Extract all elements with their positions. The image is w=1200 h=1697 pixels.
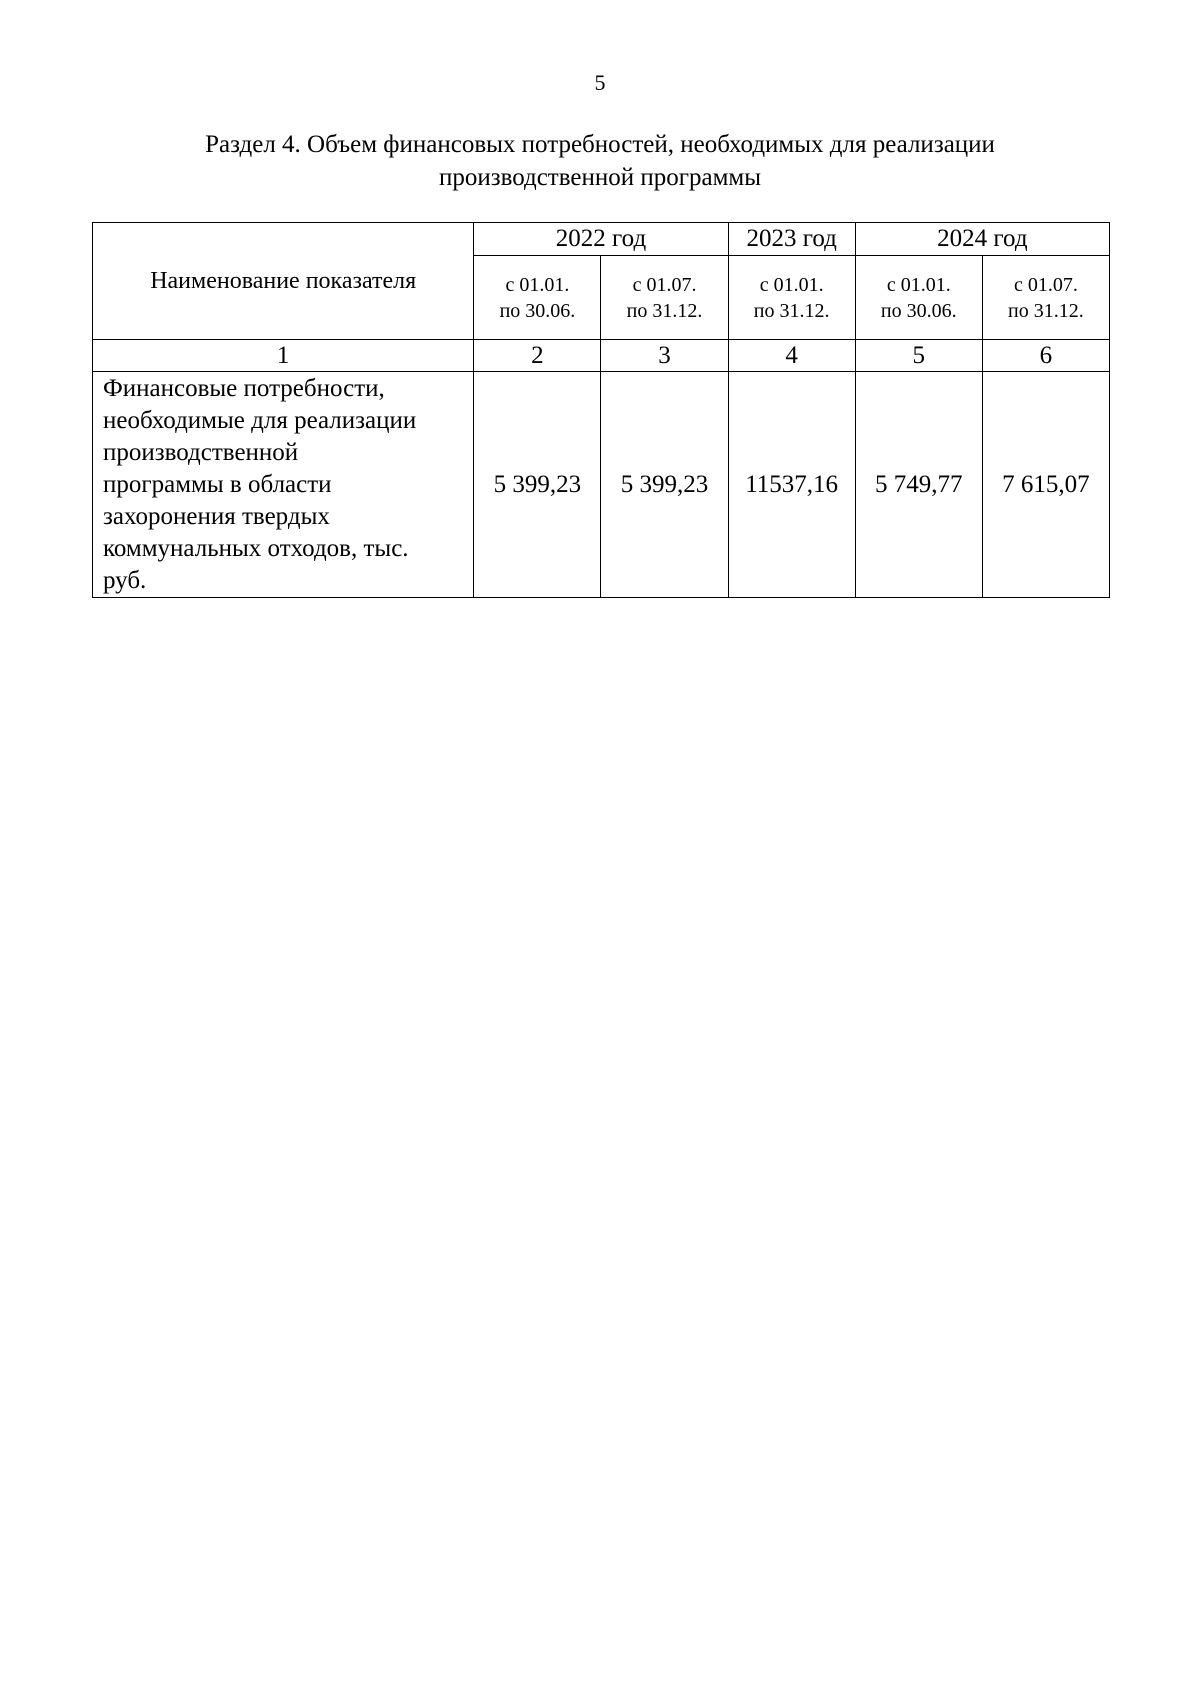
column-number: 1 <box>93 340 474 372</box>
table-row <box>93 372 1110 598</box>
column-number: 3 <box>601 340 728 372</box>
period-from: с 01.01. <box>505 273 570 296</box>
indicator-name-line: руб. <box>103 567 147 594</box>
header-period-5 <box>982 256 1109 340</box>
column-number: 5 <box>855 340 982 372</box>
column-number: 6 <box>982 340 1109 372</box>
value-cell: 7 615,07 <box>982 372 1109 598</box>
period-from: с 01.01. <box>759 273 824 296</box>
header-year-2024: 2024 год <box>855 223 1109 256</box>
section-title <box>100 128 1100 194</box>
header-period-1 <box>474 256 601 340</box>
indicator-name-line: Финансовые потребности, <box>103 375 385 402</box>
header-period-4 <box>855 256 982 340</box>
header-period-2 <box>601 256 728 340</box>
column-number: 4 <box>728 340 855 372</box>
indicator-name-line: захоронения твердых <box>103 503 330 530</box>
indicator-name-cell <box>93 372 474 598</box>
period-to: по 31.12. <box>1008 299 1084 322</box>
header-year-2023: 2023 год <box>728 223 855 256</box>
value-cell: 5 749,77 <box>855 372 982 598</box>
period-to: по 31.12. <box>753 299 830 322</box>
indicator-name-line: коммунальных отходов, тыс. <box>103 535 409 562</box>
table-column-numbers-row <box>93 340 1110 372</box>
header-indicator-name: Наименование показателя <box>93 223 474 340</box>
period-to: по 30.06. <box>880 299 957 322</box>
header-period-3 <box>728 256 855 340</box>
value-cell: 5 399,23 <box>474 372 601 598</box>
financial-needs-table <box>92 222 1110 598</box>
indicator-name-line: производственной <box>103 439 299 466</box>
period-to: по 31.12. <box>626 299 703 322</box>
value-cell: 5 399,23 <box>601 372 728 598</box>
period-from: с 01.07. <box>632 273 697 296</box>
page-number: 5 <box>594 70 606 95</box>
period-from: с 01.01. <box>886 273 951 296</box>
value-cell: 11537,16 <box>728 372 855 598</box>
indicator-name-line: программы в области <box>103 471 332 498</box>
header-year-2022: 2022 год <box>474 223 728 256</box>
period-from: с 01.07. <box>1013 273 1078 296</box>
indicator-name-line: необходимые для реализации <box>103 407 417 434</box>
column-number: 2 <box>474 340 601 372</box>
section-title-line-2: производственной программы <box>438 164 762 191</box>
section-title-line-1: Раздел 4. Объем финансовых потребностей, необходимых для реализации <box>205 131 995 158</box>
period-to: по 30.06. <box>499 299 576 322</box>
table-header-row-years <box>93 223 1110 256</box>
